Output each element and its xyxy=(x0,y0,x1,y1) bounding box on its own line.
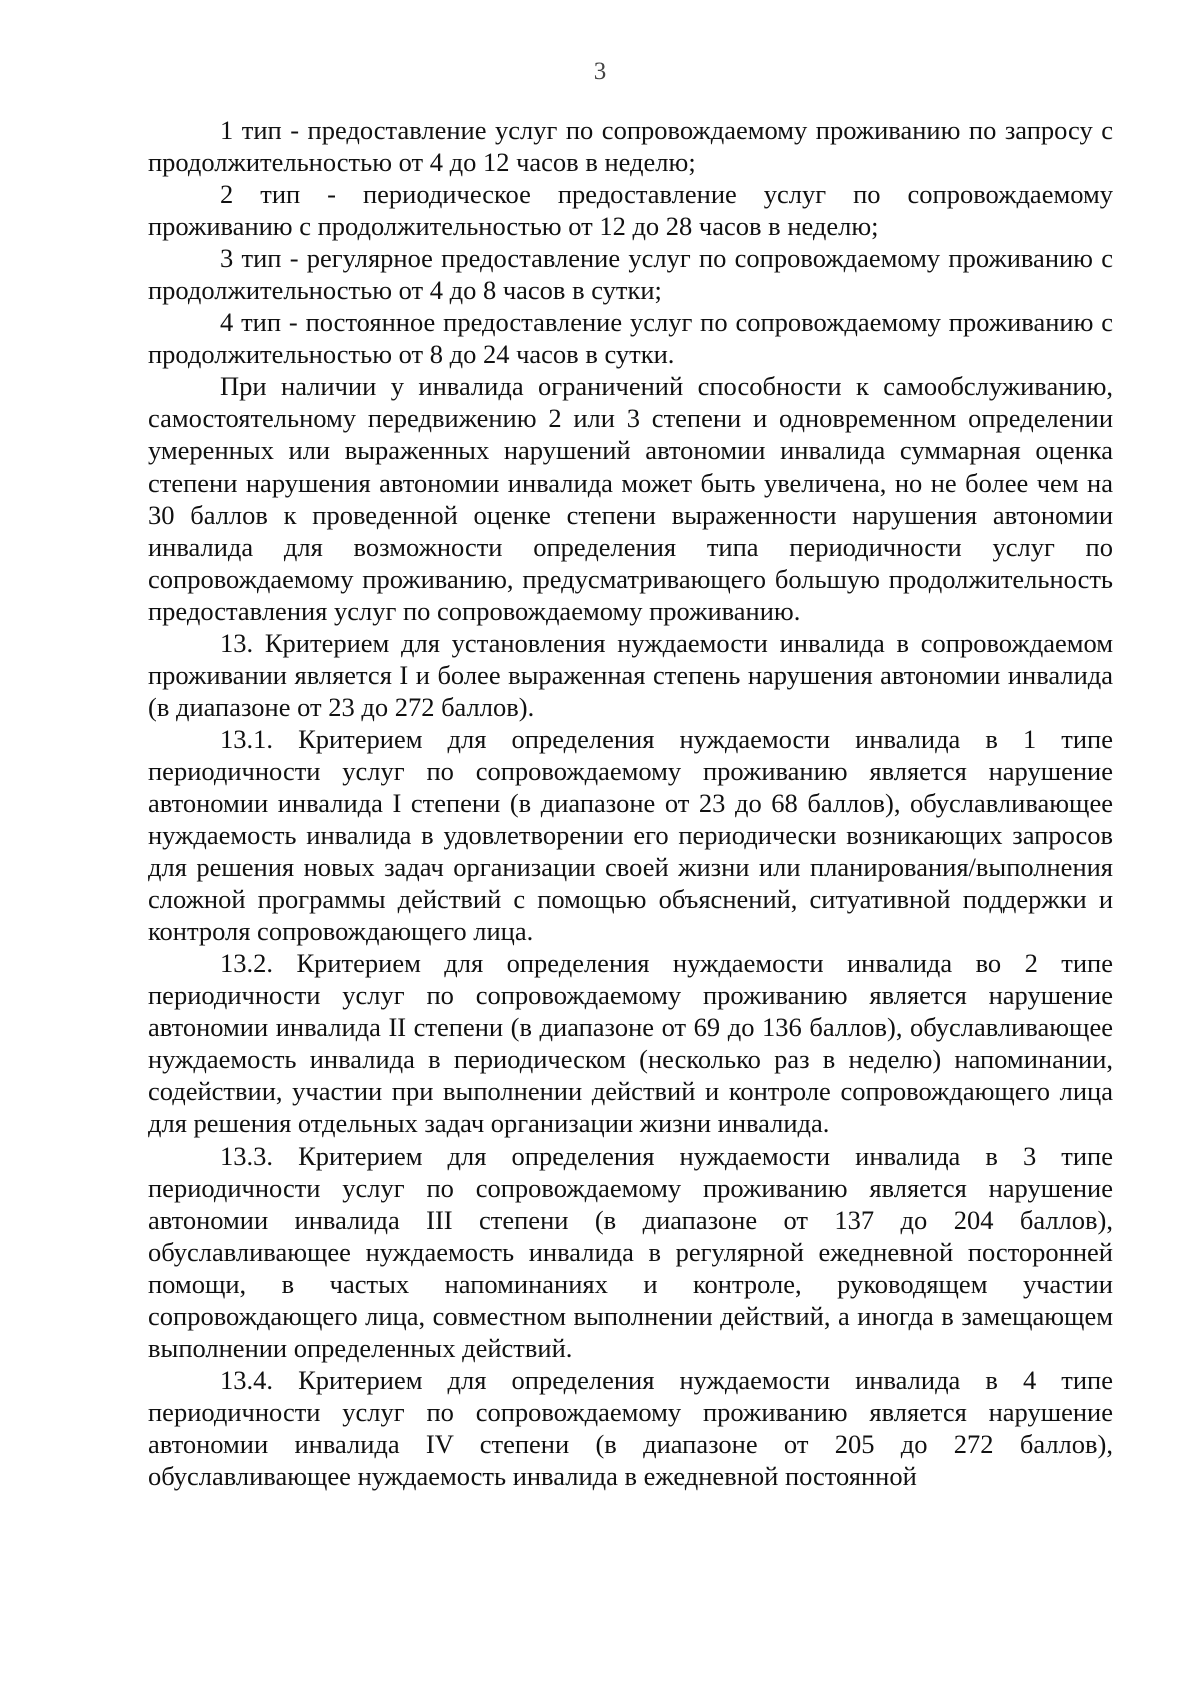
paragraph-13-4: 13.4. Критерием для определения нуждаемости инвалида в 4 типе периодичности услуг по сопровождаемому проживанию является нарушение автономии инвалида IV степени (в диапазоне от 205 до 272 баллов), обуславливающее нуждаемость инвалида в ежедневной постоянной xyxy=(148,1364,1113,1491)
paragraph-type-3: 3 тип - регулярное предоставление услуг по сопровождаемому проживанию с продолжительностью от 4 до 8 часов в сутки; xyxy=(148,243,1113,306)
paragraph-13-2: 13.2. Критерием для определения нуждаемости инвалида во 2 типе периодичности услуг по сопровождаемому проживанию является нарушение автономии инвалида II степени (в диапазоне от 69 до 136 баллов), обуславливающее нуждаемость инвалида в периодическом (несколько раз в неделю) напоминании, содействии, участии при выполнении действий и контроле сопровождающего лица для решения отдельных задач организации жизни инвалида. xyxy=(148,948,1113,1139)
document-body xyxy=(148,114,1113,1492)
paragraph-13: 13. Критерием для установления нуждаемости инвалида в сопровождаемом проживании является I и более выраженная степень нарушения автономии инвалида (в диапазоне от 23 до 272 баллов). xyxy=(148,627,1113,722)
paragraph-type-4: 4 тип - постоянное предоставление услуг по сопровождаемому проживанию с продолжительностью от 8 до 24 часов в сутки. xyxy=(148,307,1113,370)
paragraph-13-3: 13.3. Критерием для определения нуждаемости инвалида в 3 типе периодичности услуг по сопровождаемому проживанию является нарушение автономии инвалида III степени (в диапазоне от 137 до 204 баллов), обуславливающее нуждаемость инвалида в регулярной ежедневной посторонней помощи, в частых напоминаниях и контроле, руководящем участии сопровождающего лица, совместном выполнении действий, а иногда в замещающем выполнении определенных действий. xyxy=(148,1140,1113,1363)
paragraph-13-1: 13.1. Критерием для определения нуждаемости инвалида в 1 типе периодичности услуг по сопровождаемому проживанию является нарушение автономии инвалида I степени (в диапазоне от 23 до 68 баллов), обуславливающее нуждаемость инвалида в удовлетворении его периодически возникающих запросов для решения новых задач организации своей жизни или планирования/выполнения сложной программы действий с помощью объяснений, ситуативной поддержки и контроля сопровождающего лица. xyxy=(148,723,1113,947)
paragraph-limitations: При наличии у инвалида ограничений способности к самообслуживанию, самостоятельному передвижению 2 или 3 степени и одновременном определении умеренных или выраженных нарушений автономии инвалида суммарная оценка степени нарушения автономии инвалида может быть увеличена, но не более чем на 30 баллов к проведенной оценке степени выраженности нарушения автономии инвалида для возможности определения типа периодичности услуг по сопровождаемому проживанию, предусматривающего большую продолжительность предоставления услуг по сопровождаемому проживанию. xyxy=(148,371,1113,626)
page-number: 3 xyxy=(593,58,607,85)
paragraph-type-1: 1 тип - предоставление услуг по сопровождаемому проживанию по запросу с продолжительностью от 4 до 12 часов в неделю; xyxy=(148,115,1113,178)
paragraph-type-2: 2 тип - периодическое предоставление услуг по сопровождаемому проживанию с продолжительностью от 12 до 28 часов в неделю; xyxy=(148,179,1113,242)
